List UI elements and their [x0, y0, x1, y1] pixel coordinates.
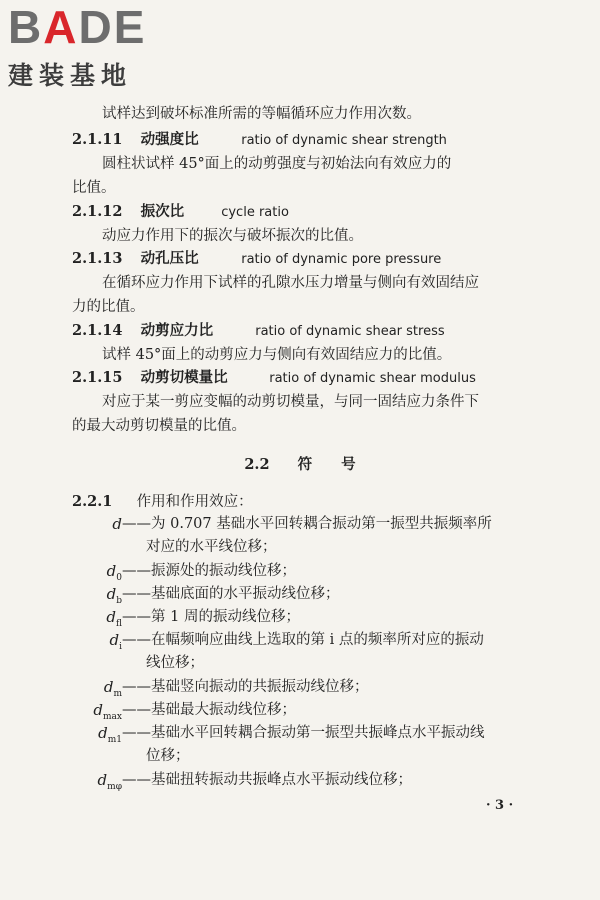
symbol-text: 在幅频响应曲线上选取的第 i 点的频率所对应的振动 [151, 632, 484, 648]
symbol-definition [122, 607, 300, 627]
dash: —— [122, 679, 151, 695]
section-heading [0, 455, 600, 475]
symbol-d: d [112, 515, 122, 533]
dash: —— [122, 586, 151, 602]
term-number: 2.1.14 [72, 322, 123, 339]
symbol-definition [122, 584, 340, 604]
term-english: ratio of dynamic shear strength [241, 133, 447, 148]
term-chinese: 动强度比 [140, 131, 199, 148]
dash: —— [122, 725, 151, 741]
term-english: ratio of dynamic shear stress [255, 324, 445, 339]
symbol-definition-cont: 对应的水平线位移； [146, 539, 277, 555]
term-2-1-13 [72, 249, 441, 270]
symbol-definition [122, 630, 484, 650]
symbol-text: 基础最大振动线位移； [151, 702, 296, 718]
section-number: 2.2 [244, 456, 270, 473]
intro-text: 试样达到破坏标准所需的等幅循环应力作用次数。 [102, 106, 421, 122]
term-definition: 圆柱状试样 45°面上的动剪强度与初始法向有效应力的 [102, 156, 452, 172]
term-number: 2.1.11 [72, 131, 123, 148]
dash: —— [122, 516, 151, 532]
term-2-1-14 [72, 321, 445, 342]
symbol-text: 振源处的振动线位移； [151, 563, 296, 579]
term-english: ratio of dynamic pore pressure [241, 252, 442, 267]
page-number: · 3 · [486, 798, 514, 813]
dash: —— [122, 772, 151, 788]
logo-letter-b: B [8, 1, 44, 53]
term-2-1-12 [72, 202, 289, 223]
term-english: ratio of dynamic shear modulus [269, 371, 476, 386]
symbol-dm1: $d_{m1}$ [98, 724, 122, 745]
symbol-d0: $d_0$ [106, 562, 122, 583]
term-definition-cont: 比值。 [72, 180, 116, 196]
symbol-text: 基础竖向振动的共振振动线位移； [151, 679, 369, 695]
term-definition-cont: 力的比值。 [72, 299, 145, 315]
term-definition-cont: 的最大动剪切模量的比值。 [72, 418, 246, 434]
term-definition: 试样 45°面上的动剪应力与侧向有效固结应力的比值。 [102, 347, 452, 363]
symbol-definition-cont: 线位移； [146, 655, 204, 671]
term-definition: 动应力作用下的振次与破坏振次的比值。 [102, 228, 363, 244]
dash: —— [122, 609, 151, 625]
symbol-definition [122, 561, 296, 581]
symbol-text: 第 1 周的振动线位移； [151, 609, 300, 625]
symbol-dm: $d_m$ [103, 678, 122, 699]
logo-letter-a: A [43, 1, 79, 53]
subsection-number: 2.2.1 [72, 493, 113, 510]
logo-letters-de: DE [78, 1, 147, 53]
symbol-di: $d_i$ [109, 631, 122, 652]
logo-subtitle: 建装基地 [8, 61, 133, 90]
logo [8, 1, 178, 92]
symbol-text: 基础水平回转耦合振动第一振型共振峰点水平振动线 [151, 725, 485, 741]
symbol-text: 基础底面的水平振动线位移； [151, 586, 340, 602]
term-2-1-15 [72, 368, 476, 389]
symbol-dfl: $d_{fl}$ [106, 608, 122, 629]
term-number: 2.1.12 [72, 203, 123, 220]
term-chinese: 动剪切模量比 [140, 369, 228, 386]
section-title: 符 号 [297, 456, 356, 473]
dash: —— [122, 702, 151, 718]
symbol-definition-cont: 位移； [146, 748, 190, 764]
term-definition: 在循环应力作用下试样的孔隙水压力增量与侧向有效固结应 [102, 275, 479, 291]
symbol-definition [122, 770, 412, 790]
term-2-1-11 [72, 130, 447, 151]
subsection-title: 作用和作用效应： [136, 494, 253, 510]
term-chinese: 动剪应力比 [140, 322, 214, 339]
subsection-heading [72, 492, 253, 512]
term-english: cycle ratio [221, 205, 289, 220]
dash: —— [122, 632, 151, 648]
symbol-dmphi: $d_{m\varphi}$ [97, 771, 122, 792]
dash: —— [122, 563, 151, 579]
symbol-definition [122, 723, 485, 743]
symbol-definition [122, 677, 369, 697]
symbol-definition [122, 514, 492, 534]
term-chinese: 振次比 [140, 203, 185, 220]
symbol-definition [122, 700, 296, 720]
term-number: 2.1.13 [72, 250, 123, 267]
symbol-text: 为 0.707 基础水平回转耦合振动第一振型共振频率所 [151, 516, 492, 532]
symbol-dmax: $d_{max}$ [93, 701, 122, 722]
term-definition: 对应于某一剪应变幅的动剪切模量，与同一固结应力条件下 [102, 394, 479, 410]
symbol-text: 基础扭转振动共振峰点水平振动线位移； [151, 772, 412, 788]
term-chinese: 动孔压比 [140, 250, 199, 267]
term-number: 2.1.15 [72, 369, 123, 386]
logo-wordmark [8, 1, 178, 53]
symbol-db: $d_b$ [106, 585, 122, 606]
